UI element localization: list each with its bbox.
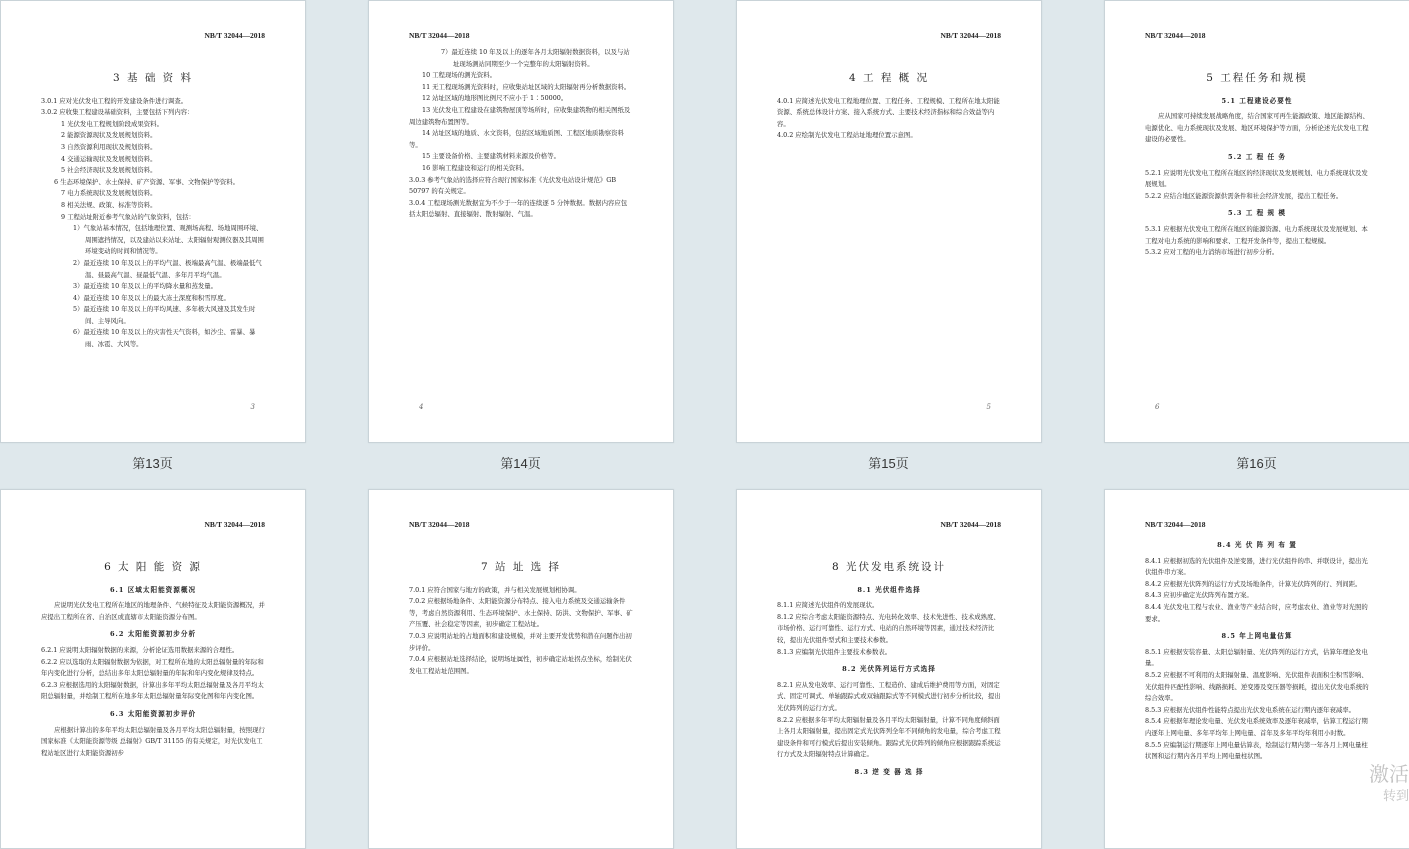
page-15[interactable] bbox=[736, 0, 1042, 443]
page-18[interactable] bbox=[368, 489, 674, 849]
page-19[interactable] bbox=[736, 489, 1042, 849]
clause: 4.0.2 应绘制光伏发电工程站址地理位置示意图。 bbox=[777, 131, 917, 140]
page-number: 5 bbox=[986, 403, 991, 411]
clause: 5.2.2 应结合地区能源资源供需条件和社会经济发展，提出工程任务。 bbox=[1145, 191, 1343, 200]
clause: 8.1.2 应综合考虑太阳能资源特点、光电转化效率、技术先进性、技术成熟度、市场价格、运行可靠性、运行方式、电站的自然环境等因素，通过技术经济比较，提出光伏组件型式和主要技术参数。 bbox=[777, 612, 1000, 644]
list-item: 15 主要设备价格、主要建筑材料来源及价格等。 bbox=[422, 152, 560, 161]
list-item: 16 影响工程建设和运行的相关资料。 bbox=[422, 163, 529, 172]
list-item: 13 光伏发电工程建设在建筑物屋顶等场所时，应收集建筑物的相关图纸及周边建筑物布置图等。 bbox=[409, 105, 631, 126]
clause: 3.0.2 应收集工程建设基础资料，主要包括下列内容： bbox=[41, 108, 194, 117]
clause: 5.3.1 应根据光伏发电工程所在地区的能源资源、电力系统现状及发展规划、本工程对电力系统的影响和要求、工程开发条件等，提出工程规模。 bbox=[1145, 224, 1368, 245]
doc-code: NB/T 32044—2018 bbox=[204, 31, 265, 40]
sub-item: 7）最近连续 10 年及以上的逐年各月太阳辐射数据资料，以及与站址现场测站同期至少一个完整年的太阳辐射资料。 bbox=[441, 48, 630, 68]
clause: 8.5.4 应根据年理论发电量、光伏发电系统效率及逐年衰减率，估算工程运行期内逐年上网电量、多年平均年上网电量、首年及多年平均年利用小时数。 bbox=[1145, 717, 1368, 737]
list-item: 14 站址区域的地质、水文资料，包括区域地质图、工程区地质勘察资料等。 bbox=[409, 129, 624, 149]
clause: 8.2.1 应从发电效率、运行可靠性、工程造价、建成后维护费用等方面，对固定式、固定可调式、单轴跟踪式或双轴跟踪式等不同模式进行初步分析比较，提出光伏阵列的运行方式。 bbox=[777, 680, 1001, 712]
list-item: 12 站址区域的地形图比例尺不应小于 1∶50000。 bbox=[422, 94, 568, 103]
list-item: 1 光伏发电工程规划阶段成果资料。 bbox=[61, 119, 163, 128]
page-number: 3 bbox=[250, 403, 255, 411]
section-title: 8.3 逆 变 器 选 择 bbox=[854, 767, 924, 776]
list-item: 7 电力系统现状及发展规划资料。 bbox=[61, 189, 157, 198]
clause: 7.0.1 应符合国家与地方的政策，并与相关发展规划相协调。 bbox=[409, 585, 581, 594]
list-item: 3 自然资源利用现状及规划资料。 bbox=[61, 142, 157, 151]
section-title: 6.2 太阳能资源初步分析 bbox=[109, 630, 197, 639]
paragraph: 应根据计算出的多年平均太阳总辐射量及各月平均太阳总辐射量，按照现行国家标准《太阳能资源等级 总辐射》GB/T 31155 的有关规定，对光伏发电工程站址区进行太阳能资源初步 bbox=[41, 725, 265, 757]
clause: 3.0.3 参考气象站的选择应符合现行国家标准《光伏发电站设计规范》GB 50797 的有关规定。 bbox=[409, 175, 617, 196]
clause: 8.4.1 应根据初选的光伏组件及逆变器，进行光伏组件的串、并联设计，提出光伏组件串方案。 bbox=[1145, 556, 1368, 577]
clause: 6.2.1 应说明太阳辐射数据的来源，分析论证选用数据来源的合理性。 bbox=[41, 645, 239, 654]
clause: 6.2.2 应以选取的太阳辐射数据为依据，对工程所在地的太阳总辐射量的年际和年内变化进行分析，总结出多年太阳总辐射量的年际和年内变化规律及特点。 bbox=[41, 657, 264, 678]
sub-item: 1）气象站基本情况，包括地理位置、观测场高程、场地周围环境、周围遮挡情况，以及建站以来站址、太阳辐射观测仪器及其周围环境变动的时间和情况等。 bbox=[73, 224, 264, 256]
chapter-title: 3 基 础 资 料 bbox=[112, 72, 194, 84]
clause: 3.0.1 应对光伏发电工程的开发建设条件进行调查。 bbox=[41, 96, 188, 105]
page-number: 4 bbox=[419, 403, 424, 411]
page-label[interactable]: 第13页 bbox=[132, 456, 173, 471]
section-title: 8.5 年上网电量估算 bbox=[1221, 632, 1293, 641]
section-title: 5.2 工 程 任 务 bbox=[1227, 152, 1287, 161]
chapter-title: 6 太 阳 能 资 源 bbox=[104, 561, 202, 573]
paragraph: 应从国家可持续发展战略角度，结合国家可再生能源政策、地区能源结构、电源优化、电力系统现状及发展、地区环境保护等方面，分析论述光伏发电工程建设的必要性。 bbox=[1145, 112, 1369, 144]
clause: 8.5.2 应根据不可利用的太阳辐射量、温度影响、光伏组件表面积尘积雪影响、光伏组件匹配性影响、线路损耗、逆变器及变压器等损耗，提出光伏发电系统的综合效率。 bbox=[1145, 670, 1369, 703]
doc-code: NB/T 32044—2018 bbox=[204, 520, 265, 529]
clause: 8.5.5 应编制运行期逐年上网电量估算表，绘制运行期内第一年各月上网电量柱状图和运行期内各月平均上网电量柱状图。 bbox=[1145, 740, 1368, 761]
doc-code: NB/T 32044—2018 bbox=[409, 31, 470, 40]
clause: 5.2.1 应说明光伏发电工程所在地区的经济现状及发展规划、电力系统现状及发展规划。 bbox=[1145, 168, 1368, 189]
list-item: 2 能源资源现状及发展规划资料。 bbox=[61, 131, 157, 140]
clause: 8.5.3 应根据光伏组件性能特点提出光伏发电系统在运行期内逐年衰减率。 bbox=[1145, 705, 1356, 714]
activation-watermark: 激活 bbox=[1369, 762, 1409, 786]
sub-item: 6）最近连续 10 年及以上的灾害性天气资料，如沙尘、雷暴、暴雨、冰雹、大风等。 bbox=[73, 328, 256, 349]
clause: 3.0.4 工程现场测光数据宜为不少于一年的连续逐 5 分钟数据。数据内容应包括太阳总辐射、直接辐射、散射辐射、气温。 bbox=[409, 198, 628, 219]
clause: 8.2.2 应根据多年平均太阳辐射量及各月平均太阳辐射量，计算不同角度倾斜面上各月太阳辐射量，提出固定式光伏阵列全年不同倾角的发电量，综合考虑工程建设条件和可行模式后提出安装倾角。跟踪式光伏阵列的倾角应根据跟踪系统运行方式及太阳辐射特点计算确定。 bbox=[777, 715, 1001, 759]
page-13[interactable] bbox=[0, 0, 306, 443]
clause: 8.4.3 应初步确定光伏阵列布置方案。 bbox=[1145, 591, 1253, 600]
clause: 6.2.3 应根据选用的太阳辐射数据，计算出多年平均太阳总辐射量及各月平均太阳总辐射量，并绘制工程所在地多年太阳总辐射量年际变化图和年内变化图。 bbox=[41, 680, 264, 701]
section-title: 8.2 光伏阵列运行方式选择 bbox=[842, 665, 936, 674]
clause: 8.4.4 光伏发电工程与农业、渔业等产业结合时，应考虑农业、渔业等对光照的要求。 bbox=[1145, 602, 1368, 623]
page-17[interactable] bbox=[0, 489, 306, 849]
sub-item: 2）最近连续 10 年及以上的平均气温、极端最高气温、极端最低气温、昼最高气温、昼最低气温、多年月平均气温。 bbox=[73, 258, 262, 279]
list-item: 10 工程现场的测光资料。 bbox=[422, 71, 497, 80]
section-title: 6.3 太阳能资源初步评价 bbox=[109, 709, 197, 718]
clause: 7.0.3 应说明站址的占地面积和建设规模，并对主要开发优势和潜在问题作出初步评价。 bbox=[409, 631, 632, 652]
list-item: 6 生态环境保护、水土保持、矿产资源、军事、文物保护等资料。 bbox=[54, 177, 240, 186]
page-number: 6 bbox=[1155, 403, 1160, 411]
section-title: 8.4 光 伏 阵 列 布 置 bbox=[1217, 541, 1297, 549]
clause: 8.1.3 应编制光伏组件主要技术参数表。 bbox=[777, 647, 892, 656]
clause: 5.3.2 应对工程的电力消纳市场进行初步分析。 bbox=[1145, 248, 1279, 257]
section-title: 6.1 区域太阳能资源概况 bbox=[109, 585, 197, 594]
chapter-title: 4 工 程 概 况 bbox=[848, 72, 930, 84]
doc-code: NB/T 32044—2018 bbox=[409, 520, 470, 529]
page-label[interactable]: 第15页 bbox=[868, 456, 909, 471]
chapter-title: 5 工程任务和规模 bbox=[1206, 72, 1308, 84]
page-label[interactable]: 第16页 bbox=[1236, 456, 1277, 471]
clause: 7.0.4 应根据站址选择结论，说明场址属性，初步确定站址拐点坐标，绘制光伏发电工程站址范围图。 bbox=[409, 655, 632, 675]
list-item: 8 相关法规、政策、标准等资料。 bbox=[61, 200, 157, 209]
list-item: 5 社会经济现状及发展规划资料。 bbox=[61, 166, 157, 175]
sub-item: 4）最近连续 10 年及以上的最大冻土深度和积雪厚度。 bbox=[73, 293, 230, 302]
page-16[interactable] bbox=[1104, 0, 1409, 443]
section-title: 5.1 工程建设必要性 bbox=[1221, 96, 1293, 105]
page-label[interactable]: 第14页 bbox=[500, 456, 541, 471]
paragraph: 应说明光伏发电工程所在地区的地理条件、气候特征及太阳能资源概况，并应提出工程所在省、自治区或直辖市太阳能资源分布图。 bbox=[41, 601, 265, 621]
doc-code: NB/T 32044—2018 bbox=[1145, 31, 1206, 40]
list-item: 11 无工程现场测光资料时，应收集站址区域的太阳辐射再分析数据资料。 bbox=[422, 82, 631, 91]
chapter-title: 7 站 址 选 择 bbox=[480, 561, 562, 573]
clause: 8.5.1 应根据安装容量、太阳总辐射量、光伏阵列的运行方式，估算年理论发电量。 bbox=[1145, 647, 1368, 668]
sub-item: 3）最近连续 10 年及以上的平均降水量和蒸发量。 bbox=[73, 282, 218, 291]
doc-code: NB/T 32044—2018 bbox=[1145, 520, 1206, 529]
clause: 7.0.2 应根据场地条件、太阳能资源分布特点、接入电力系统及交通运输条件等，考虑自然资源利用、生态环境保护、水土保持、防洪、文物保护、军事、矿产压覆、社会稳定等因素，初步确定工程站址。 bbox=[409, 597, 633, 629]
clause: 4.0.1 应简述光伏发电工程地理位置、工程任务、工程规模、工程所在地太阳能资源、系统总体设计方案、接入系统方式、主要技术经济指标和综合效益等内容。 bbox=[777, 96, 1000, 128]
sub-item: 5）最近连续 10 年及以上的平均风速、多年极大风速及其发生时间、主导风向。 bbox=[73, 305, 256, 325]
page-14[interactable] bbox=[368, 0, 674, 443]
clause: 8.1.1 应简述光伏组件的发展现状。 bbox=[777, 601, 879, 610]
doc-code: NB/T 32044—2018 bbox=[940, 520, 1001, 529]
doc-code: NB/T 32044—2018 bbox=[940, 31, 1001, 40]
chapter-title: 8 光伏发电系统设计 bbox=[831, 561, 947, 573]
list-item: 4 交通运输现状及发展规划资料。 bbox=[61, 154, 157, 163]
section-title: 8.1 光伏组件选择 bbox=[857, 585, 921, 594]
page-20[interactable] bbox=[1104, 489, 1409, 849]
activation-watermark-sub: 转到 bbox=[1382, 789, 1409, 804]
section-title: 5.3 工 程 规 模 bbox=[1227, 209, 1287, 218]
clause: 8.4.2 应根据光伏阵列的运行方式及场地条件，计算光伏阵列的行、列间距。 bbox=[1145, 579, 1362, 588]
list-item: 9 工程站址附近参考气象站的气象资料，包括： bbox=[61, 212, 195, 221]
